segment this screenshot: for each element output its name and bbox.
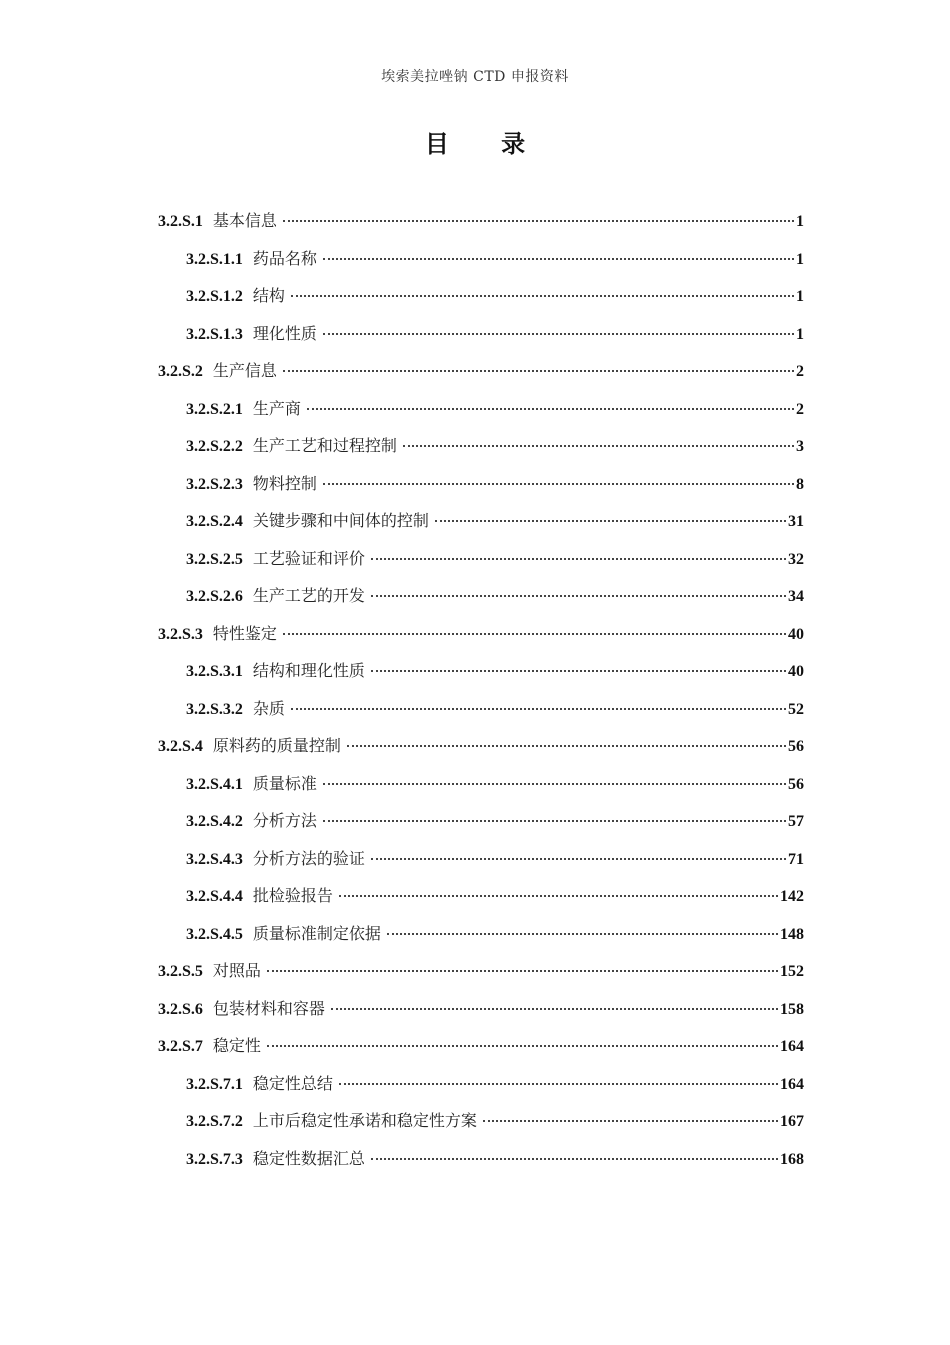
toc-entry-page: 40 (788, 625, 804, 643)
toc-entry-number: 3.2.S.4.3 (186, 850, 243, 868)
toc-entry-page: 148 (780, 925, 804, 943)
dot-leader (267, 970, 778, 972)
toc-entry-page: 52 (788, 700, 804, 718)
toc-entry-title: 分析方法的验证 (252, 848, 365, 868)
dot-leader (323, 258, 794, 260)
toc-entry-page: 56 (788, 738, 804, 755)
toc-entry-page: 1 (796, 213, 804, 230)
toc-entry-page: 164 (780, 1038, 804, 1055)
toc-entry-number: 3.2.S.4.1 (186, 775, 243, 793)
dot-leader (323, 333, 794, 335)
toc-entry-page: 34 (788, 588, 804, 605)
toc-entry-page: 8 (796, 475, 804, 493)
toc-entry-title: 生产信息 (212, 361, 277, 380)
toc-entry[interactable] (158, 465, 804, 503)
table-of-contents (158, 202, 804, 1177)
toc-entry[interactable] (158, 1140, 804, 1178)
toc-entry-page: 168 (780, 1150, 804, 1168)
toc-entry-page: 152 (780, 963, 804, 980)
toc-entry-number: 3.2.S.6 (158, 1000, 203, 1018)
toc-entry-number: 3.2.S.1.2 (186, 288, 243, 305)
toc-entry-number: 3.2.S.1.3 (186, 325, 243, 343)
dot-leader (403, 445, 794, 447)
toc-entry-number: 3.2.S.2.2 (186, 438, 243, 455)
toc-entry-page: 164 (780, 1075, 804, 1093)
dot-leader (339, 895, 778, 897)
toc-entry-page: 142 (780, 888, 804, 905)
dot-leader (371, 858, 786, 860)
dot-leader (307, 408, 794, 410)
toc-entry-title: 质量标准 (252, 773, 317, 793)
toc-entry[interactable] (158, 352, 804, 390)
toc-entry[interactable] (158, 1102, 804, 1140)
toc-entry[interactable] (158, 802, 804, 840)
toc-entry-title: 生产工艺和过程控制 (252, 436, 397, 455)
toc-entry-page: 32 (788, 550, 804, 568)
toc-entry-number: 3.2.S.4 (158, 738, 203, 755)
toc-entry[interactable] (158, 690, 804, 728)
toc-entry[interactable] (158, 315, 804, 353)
toc-entry-page: 1 (796, 325, 804, 343)
dot-leader (283, 370, 794, 372)
toc-entry-number: 3.2.S.7.1 (186, 1075, 243, 1093)
toc-entry-page: 31 (788, 513, 804, 530)
dot-leader (331, 1008, 778, 1010)
toc-entry-page: 1 (796, 288, 804, 305)
dot-leader (323, 783, 786, 785)
running-header: 埃索美拉唑钠 CTD 申报资料 (381, 69, 569, 85)
toc-entry-number: 3.2.S.2.4 (186, 513, 243, 530)
toc-entry-page: 57 (788, 813, 804, 830)
dot-leader (387, 933, 778, 935)
toc-entry-title: 工艺验证和评价 (252, 548, 365, 568)
dot-leader (371, 670, 786, 672)
toc-entry-number: 3.2.S.7 (158, 1038, 203, 1055)
toc-entry-page: 2 (796, 363, 804, 380)
toc-entry-number: 3.2.S.1.1 (186, 250, 243, 268)
toc-entry-page: 56 (788, 775, 804, 793)
toc-entry-page: 158 (780, 1000, 804, 1018)
dot-leader (291, 708, 786, 710)
toc-entry-title: 结构和理化性质 (252, 661, 365, 680)
dot-leader (283, 220, 794, 222)
toc-entry-title: 药品名称 (252, 248, 317, 268)
dot-leader (371, 1158, 778, 1160)
dot-leader (371, 558, 786, 560)
toc-entry-title: 基本信息 (212, 211, 277, 230)
toc-entry-page: 3 (796, 438, 804, 455)
toc-entry-number: 3.2.S.2.1 (186, 400, 243, 418)
toc-title: 目 录 (424, 129, 548, 158)
toc-entry-number: 3.2.S.7.3 (186, 1150, 243, 1168)
toc-entry[interactable] (158, 540, 804, 578)
toc-entry-title: 包装材料和容器 (212, 998, 325, 1018)
dot-leader (283, 633, 786, 635)
toc-entry-number: 3.2.S.7.2 (186, 1113, 243, 1130)
toc-entry[interactable] (158, 1027, 804, 1065)
toc-entry[interactable] (158, 390, 804, 428)
toc-entry[interactable] (158, 502, 804, 540)
dot-leader (339, 1083, 778, 1085)
toc-entry-title: 稳定性 (212, 1036, 261, 1055)
toc-entry-number: 3.2.S.3.1 (186, 663, 243, 680)
toc-entry-number: 3.2.S.2.5 (186, 550, 243, 568)
toc-entry[interactable] (158, 427, 804, 465)
toc-entry[interactable] (158, 652, 804, 690)
toc-entry-number: 3.2.S.3 (158, 625, 203, 643)
toc-entry-title: 关键步骤和中间体的控制 (252, 511, 429, 530)
toc-entry[interactable] (158, 615, 804, 653)
toc-entry-title: 稳定性数据汇总 (252, 1148, 365, 1168)
toc-entry-number: 3.2.S.4.2 (186, 813, 243, 830)
toc-entry[interactable] (158, 877, 804, 915)
dot-leader (371, 595, 786, 597)
toc-entry-page: 71 (788, 850, 804, 868)
toc-entry-title: 结构 (252, 286, 285, 305)
toc-entry[interactable] (158, 202, 804, 240)
toc-entry-title: 生产工艺的开发 (252, 586, 365, 605)
toc-entry-title: 对照品 (212, 961, 261, 980)
toc-entry-title: 稳定性总结 (252, 1073, 333, 1093)
toc-entry[interactable] (158, 990, 804, 1028)
dot-leader (483, 1120, 778, 1122)
toc-entry-number: 3.2.S.2.6 (186, 588, 243, 605)
toc-entry[interactable] (158, 765, 804, 803)
toc-entry-number: 3.2.S.5 (158, 963, 203, 980)
toc-entry-title: 杂质 (252, 698, 285, 718)
toc-entry-title: 物料控制 (252, 473, 317, 493)
toc-entry[interactable] (158, 277, 804, 315)
toc-entry-page: 2 (796, 400, 804, 418)
toc-entry[interactable] (158, 952, 804, 990)
toc-entry-page: 1 (796, 250, 804, 268)
toc-entry-number: 3.2.S.3.2 (186, 700, 243, 718)
toc-entry-title: 原料药的质量控制 (212, 736, 341, 755)
toc-entry-title: 特性鉴定 (212, 623, 277, 643)
toc-entry-number: 3.2.S.4.4 (186, 888, 243, 905)
toc-entry[interactable] (158, 577, 804, 615)
toc-entry-title: 质量标准制定依据 (252, 923, 381, 943)
toc-entry[interactable] (158, 727, 804, 765)
toc-entry-title: 理化性质 (252, 323, 317, 343)
toc-entry-title: 分析方法 (252, 811, 317, 830)
toc-entry[interactable] (158, 1065, 804, 1103)
toc-entry-page: 40 (788, 663, 804, 680)
dot-leader (291, 295, 794, 297)
dot-leader (267, 1045, 778, 1047)
toc-entry-number: 3.2.S.2.3 (186, 475, 243, 493)
toc-entry-number: 3.2.S.2 (158, 363, 203, 380)
dot-leader (347, 745, 786, 747)
dot-leader (323, 820, 786, 822)
toc-entry-page: 167 (780, 1113, 804, 1130)
toc-entry[interactable] (158, 915, 804, 953)
toc-entry-title: 生产商 (252, 398, 301, 418)
toc-entry[interactable] (158, 840, 804, 878)
dot-leader (323, 483, 794, 485)
toc-entry-number: 3.2.S.1 (158, 213, 203, 230)
toc-entry-title: 上市后稳定性承诺和稳定性方案 (252, 1111, 477, 1130)
toc-entry-title: 批检验报告 (252, 886, 333, 905)
toc-entry-number: 3.2.S.4.5 (186, 925, 243, 943)
toc-entry[interactable] (158, 240, 804, 278)
dot-leader (435, 520, 786, 522)
